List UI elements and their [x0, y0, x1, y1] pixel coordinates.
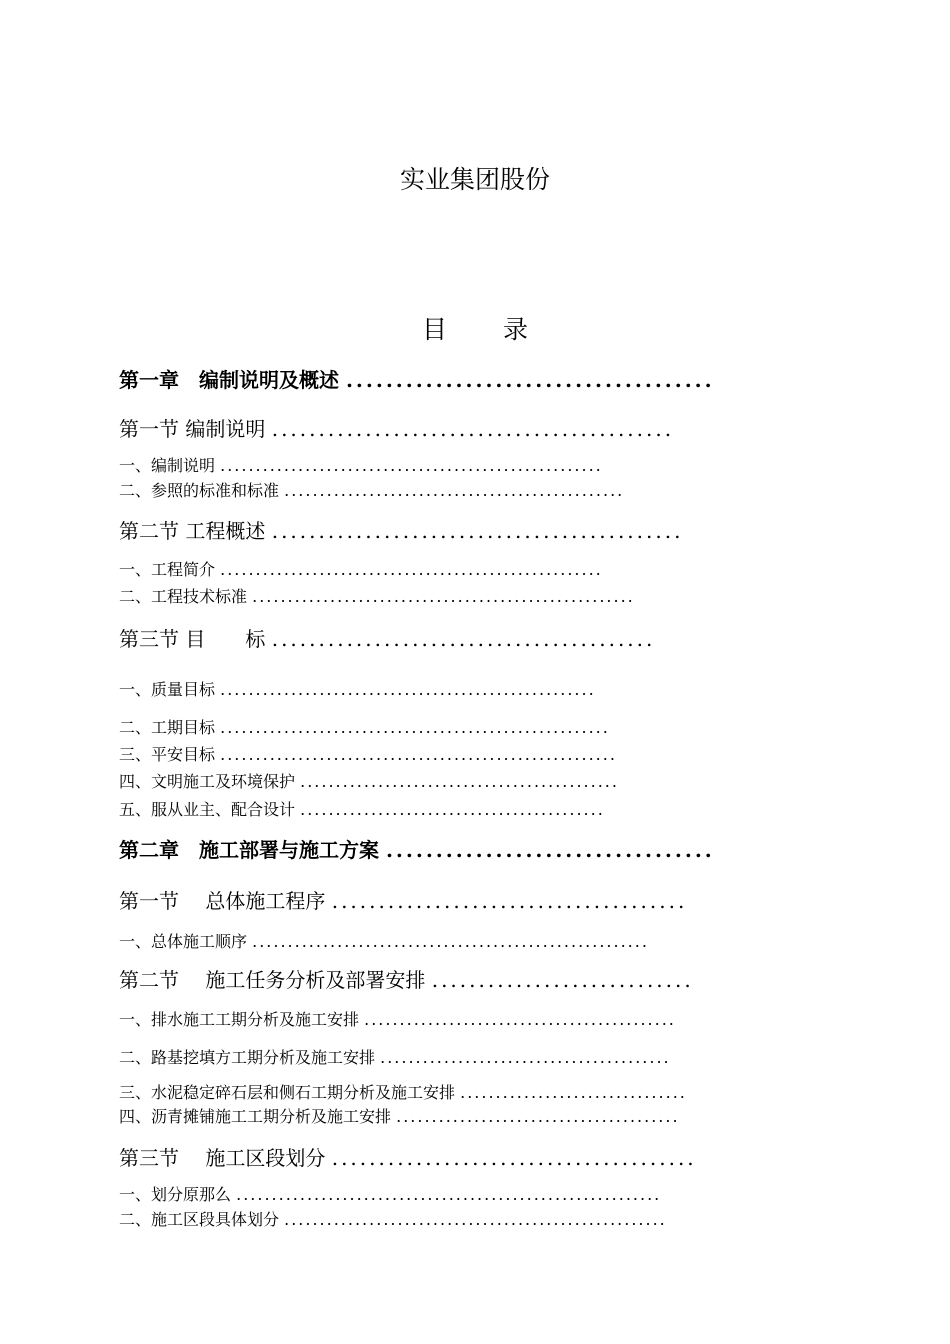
toc-leader-dots: ...........................................: [271, 417, 675, 441]
toc-entry-text: 一、总体施工顺序: [119, 932, 248, 951]
toc-leader-dots: ................................: [460, 1083, 687, 1102]
toc-section: [119, 885, 687, 914]
toc-item: [119, 1007, 676, 1030]
toc-item: [119, 1104, 680, 1127]
toc-entry-text: 二、施工区段具体划分: [119, 1210, 280, 1229]
toc-entry-text: 一、排水施工工期分析及施工安排: [119, 1010, 360, 1029]
toc-leader-dots: .............................................: [300, 772, 619, 791]
toc-item: [119, 1080, 687, 1103]
toc-leader-dots: .......................................: [331, 1146, 697, 1170]
toc-section: [119, 623, 655, 652]
toc-entry-text: 第一节 编制说明: [119, 417, 266, 441]
toc-entry-text: 二、工程技术标准: [119, 587, 248, 606]
toc-item: [119, 1045, 671, 1068]
toc-leader-dots: ........................................................: [220, 745, 617, 764]
toc-title-part-1: 目: [422, 315, 448, 344]
toc-leader-dots: ...........................................: [300, 800, 605, 819]
toc-entry-text: 四、沥青摊铺施工工期分析及施工安排: [119, 1107, 392, 1126]
toc-entry-text: 二、参照的标准和标准: [119, 481, 280, 500]
toc-title: [0, 310, 950, 346]
toc-section: [119, 413, 674, 442]
toc-entry-text: 第一章 编制说明及概述: [119, 368, 339, 392]
toc-item: [119, 478, 624, 501]
toc-section: [119, 1142, 697, 1171]
toc-item: [119, 715, 610, 738]
toc-item: [119, 797, 605, 820]
toc-item: [119, 742, 617, 765]
toc-entry-text: 二、路基挖填方工期分析及施工安排: [119, 1048, 376, 1067]
toc-entry-text: 五、服从业主、配合设计: [119, 800, 296, 819]
toc-leader-dots: .........................................: [271, 627, 656, 651]
toc-entry-text: 一、划分原那么: [119, 1185, 232, 1204]
toc-leader-dots: ......................................................: [220, 560, 603, 579]
company-name: 实业集团股份: [399, 165, 550, 194]
toc-leader-dots: .................................: [385, 838, 715, 862]
toc-entry-text: 三、平安目标: [119, 745, 216, 764]
toc-entry-text: 第二章 施工部署与施工方案: [119, 838, 379, 862]
toc-item: [119, 584, 635, 607]
toc-entry-text: 第三节 目 标: [119, 627, 266, 651]
toc-leader-dots: .....................................: [345, 368, 715, 392]
toc-item: [119, 769, 619, 792]
toc-entry-text: 一、工程简介: [119, 560, 216, 579]
toc-section: [119, 515, 683, 544]
toc-leader-dots: .......................................................: [220, 718, 610, 737]
toc-entry-text: 二、工期目标: [119, 718, 216, 737]
toc-entry-text: 第一节 总体施工程序: [119, 889, 326, 913]
toc-leader-dots: ................................................: [284, 481, 625, 500]
toc-item: [119, 677, 596, 700]
toc-entry-text: 三、水泥稳定碎石层和侧石工期分析及施工安排: [119, 1083, 456, 1102]
toc-leader-dots: ......................................................: [220, 456, 603, 475]
toc-leader-dots: ............................: [431, 968, 694, 992]
toc-item: [119, 1182, 661, 1205]
toc-entry-text: 一、质量目标: [119, 680, 216, 699]
toc-entry-text: 四、文明施工及环境保护: [119, 772, 296, 791]
toc-section: [119, 964, 694, 993]
toc-leader-dots: ......................................: [331, 889, 688, 913]
toc-title-part-2: 录: [502, 315, 528, 344]
toc-chapter: [119, 834, 715, 863]
toc-item: [119, 557, 603, 580]
toc-entry-text: 第二节 工程概述: [119, 519, 266, 543]
toc-item: [119, 453, 603, 476]
toc-leader-dots: .........................................: [380, 1048, 671, 1067]
toc-leader-dots: ............................................: [364, 1010, 676, 1029]
toc-leader-dots: ......................................................: [284, 1210, 667, 1229]
toc-entry-text: 第二节 施工任务分析及部署安排: [119, 968, 426, 992]
toc-leader-dots: ......................................................: [252, 587, 635, 606]
toc-entry-text: 第三节 施工区段划分: [119, 1146, 326, 1170]
toc-leader-dots: ............................................................: [236, 1185, 662, 1204]
toc-item: [119, 929, 649, 952]
toc-leader-dots: ............................................: [271, 519, 684, 543]
toc-leader-dots: ........................................: [396, 1107, 680, 1126]
toc-leader-dots: ........................................................: [252, 932, 649, 951]
toc-leader-dots: .....................................................: [220, 680, 596, 699]
toc-item: [119, 1207, 667, 1230]
toc-entry-text: 一、编制说明: [119, 456, 216, 475]
toc-chapter: [119, 364, 715, 393]
